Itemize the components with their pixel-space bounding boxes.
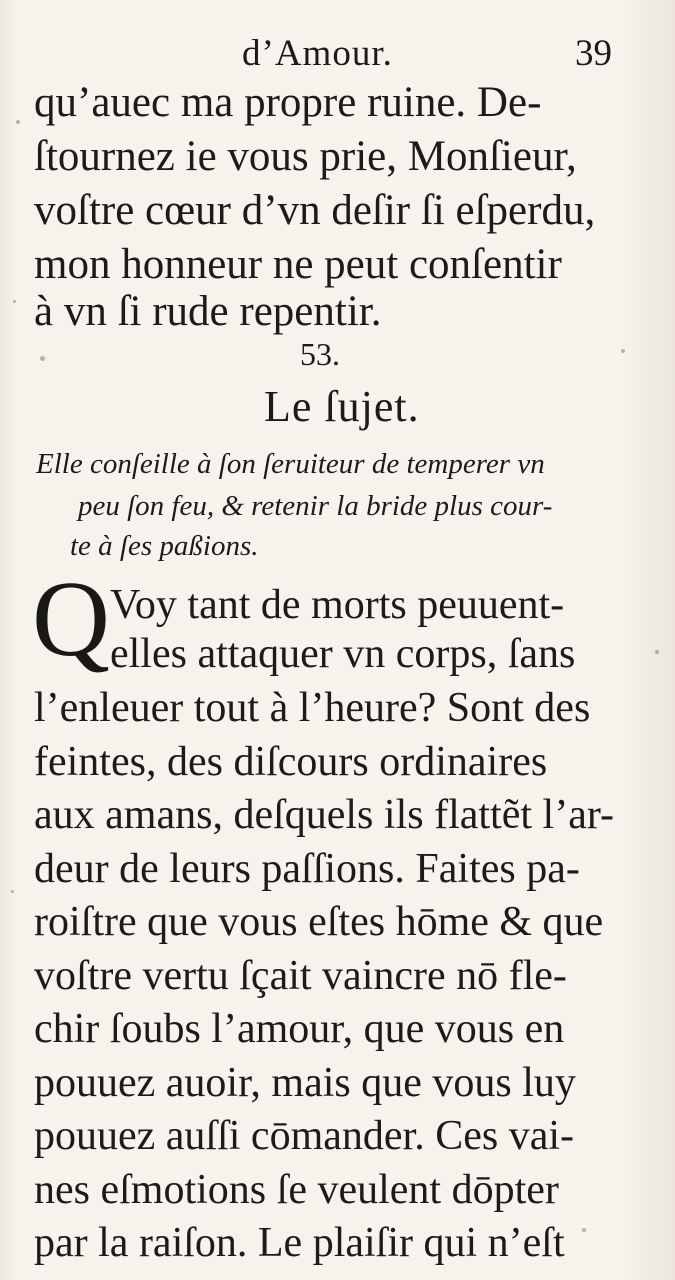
summary-line: Elle conſeille à ſon ſeruiteur de temperer vn bbox=[36, 448, 545, 480]
text-line: voſtre vertu ſçait vaincre nō fle- bbox=[34, 953, 567, 999]
text-line: deur de leurs paſſions. Faites pa- bbox=[34, 846, 580, 892]
paper-speck bbox=[40, 356, 45, 361]
text-line: qu’auec ma propre ruine. De- bbox=[34, 79, 542, 126]
summary-line: peu ſon feu, & retenir la bride plus cour- bbox=[78, 490, 553, 522]
text-line: nes eſmotions ſe veulent dōpter bbox=[34, 1167, 559, 1213]
summary-line: te à ſes paßions. bbox=[70, 530, 259, 562]
running-title: d’Amour. bbox=[242, 33, 393, 74]
page-number: 39 bbox=[575, 33, 612, 74]
text-line: voſtre cœur d’vn deſir ſi eſperdu, bbox=[34, 187, 596, 234]
text-line: ſtournez ie vous prie, Monſieur, bbox=[34, 133, 577, 180]
paper-speck bbox=[655, 650, 659, 654]
text-line: par la raiſon. Le plaiſir qui n’eſt bbox=[34, 1220, 565, 1266]
drop-capital: Q bbox=[32, 560, 110, 679]
text-line: feintes, des diſcours ordinaires bbox=[34, 739, 548, 785]
text-line: roiſtre que vous eſtes hōme & que bbox=[34, 899, 604, 945]
text-line: à vn ſi rude repentir. bbox=[34, 288, 382, 335]
text-line: pouuez auſſi cōmander. Ces vai- bbox=[34, 1113, 574, 1159]
paper-speck bbox=[13, 300, 16, 303]
text-line: elles attaquer vn corps, ſans bbox=[110, 631, 576, 677]
paper-speck bbox=[621, 349, 625, 353]
text-line: mon honneur ne peut conſentir bbox=[34, 241, 562, 288]
text-line: Voy tant de morts peuuent- bbox=[110, 582, 565, 628]
paper-speck bbox=[16, 120, 20, 124]
text-line: pouuez auoir, mais que vous luy bbox=[34, 1060, 576, 1106]
text-line: chir ſoubs l’amour, que vous en bbox=[34, 1006, 565, 1052]
text-line: aux amans, deſquels ils flattẽt l’ar- bbox=[34, 792, 614, 838]
paper-speck bbox=[582, 1228, 586, 1232]
section-number: 53. bbox=[300, 336, 340, 372]
section-title: Le ſujet. bbox=[264, 382, 420, 431]
paper-speck bbox=[11, 890, 14, 893]
text-line: l’enleuer tout à l’heure? Sont des bbox=[34, 685, 591, 731]
page-header bbox=[0, 24, 675, 78]
